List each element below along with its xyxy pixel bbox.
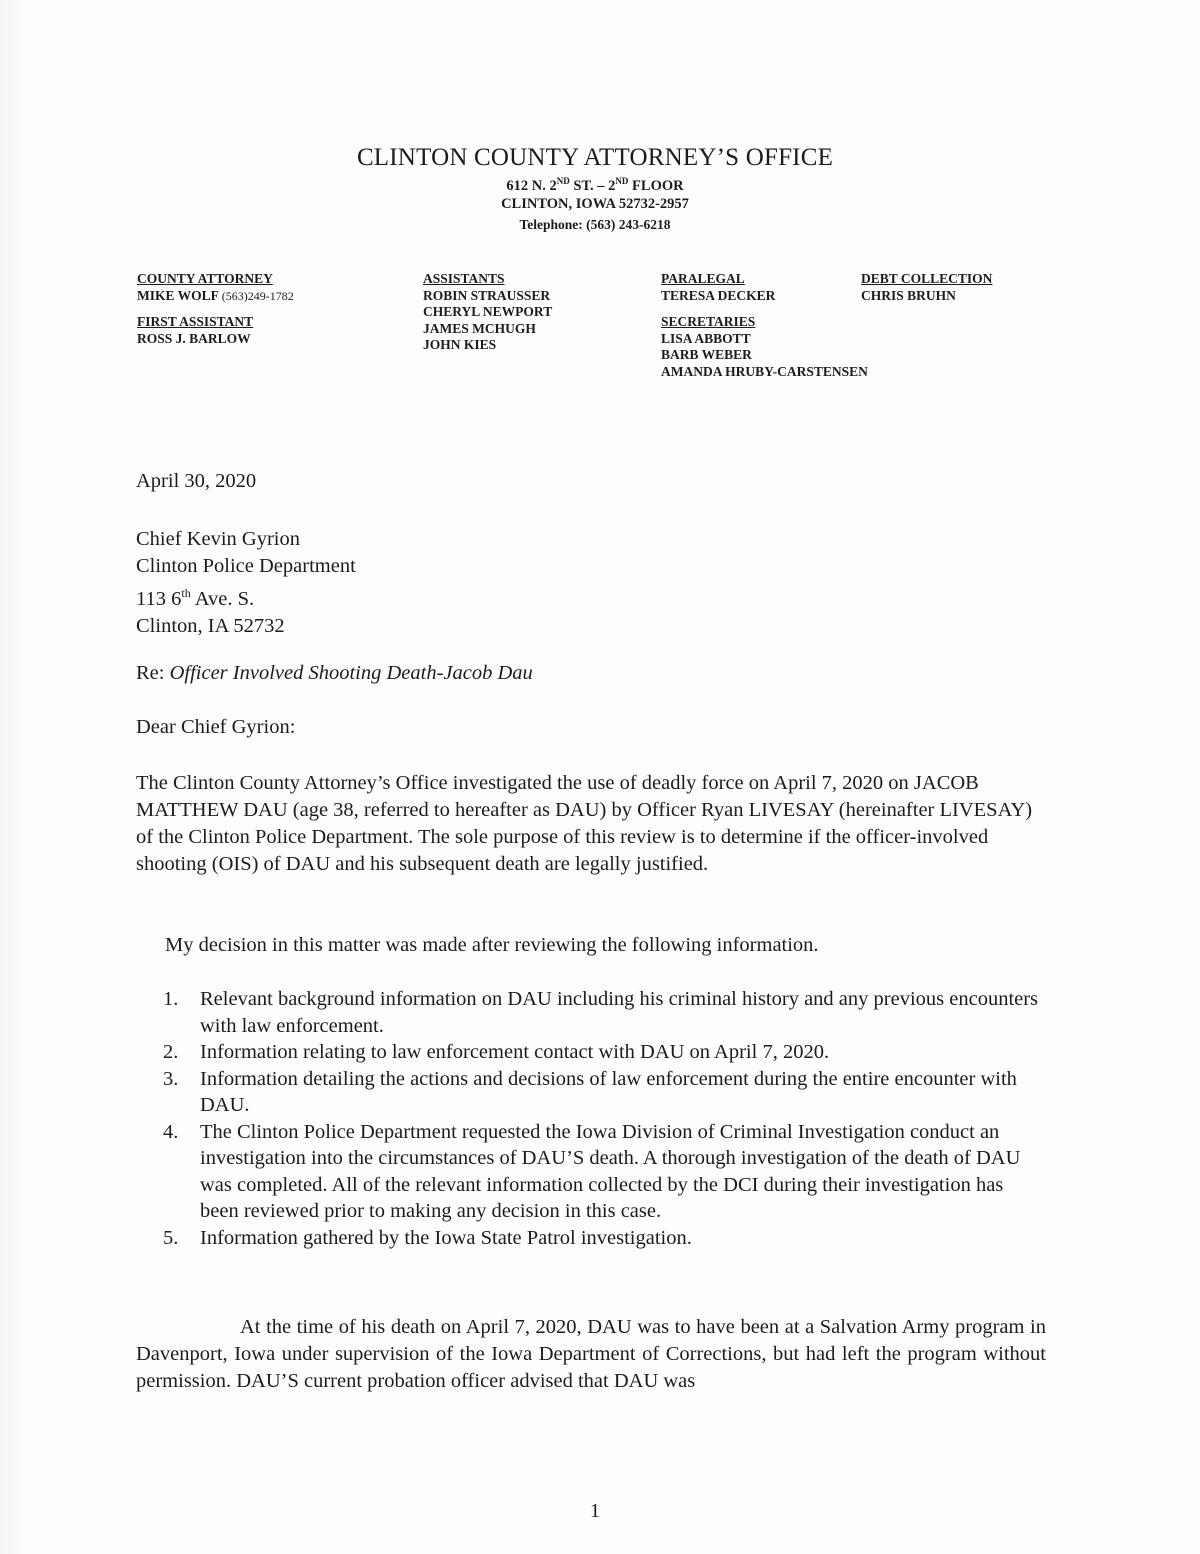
recipient-address-block (136, 526, 356, 640)
street-address-part: ST. – 2 (569, 177, 616, 194)
county-attorney-heading: COUNTY ATTORNEY (137, 271, 273, 286)
secretary-name: AMANDA HRUBY-CARSTENSEN (661, 363, 868, 379)
first-assistant-name: ROSS J. BARLOW (137, 330, 251, 346)
body-paragraph: My decision in this matter was made after reviewing the following information. (165, 934, 819, 956)
assistant-name: JAMES MCHUGH (423, 320, 536, 336)
county-attorney-name: MIKE WOLF (137, 287, 219, 303)
staff-directory (0, 271, 1200, 401)
list-item (163, 986, 1043, 1039)
page-number: 1 (590, 1500, 600, 1522)
recipient-name: Chief Kevin Gyrion (136, 528, 300, 550)
list-item-text: The Clinton Police Department requested the Iowa Division of Criminal Investigation conduct an investigation into the circumstances of DAU’S death. A thorough investigation of the death of DAU was completed. All of the relevant information collected by the DCI during their investigation has been reviewed prior to making any decision in this case. (200, 1120, 1021, 1222)
list-item-number: 4. (163, 1120, 179, 1143)
office-name: CLINTON COUNTY ATTORNEY’S OFFICE (356, 144, 834, 171)
street-address-part: 612 N. 2 (506, 177, 557, 194)
list-item (163, 1225, 1043, 1252)
subject-line (136, 662, 533, 685)
debt-collection-name: CHRIS BRUHN (861, 287, 956, 303)
list-item-number: 1. (163, 988, 179, 1010)
office-telephone: Telephone: (563) 243-6218 (519, 217, 671, 232)
staff-column-assistants (423, 271, 552, 354)
recipient-department: Clinton Police Department (136, 555, 356, 577)
salutation: Dear Chief Gyrion: (136, 716, 296, 738)
secretary-name: LISA ABBOTT (661, 330, 751, 346)
list-item (163, 1119, 1043, 1225)
body-paragraph: At the time of his death on April 7, 2020, DAU was to have been at a Salvation Army program in Davenport, Iowa under supervision of the Iowa Department of Corrections, but had left the program without permission. DAU’S current probation officer advised that DAU was (136, 1316, 1046, 1392)
list-item-number: 3. (163, 1067, 179, 1090)
debt-collection-heading: DEBT COLLECTION (861, 271, 993, 286)
assistants-heading: ASSISTANTS (423, 271, 505, 286)
staff-column-debt-collection (861, 271, 992, 304)
paralegal-heading: PARALEGAL (661, 271, 745, 286)
secretaries-heading: SECRETARIES (661, 314, 756, 329)
recipient-street-part: Ave. S. (190, 587, 255, 610)
ordinal-suffix: ND (556, 176, 570, 186)
list-item-text: Information gathered by the Iowa State Patrol investigation. (200, 1226, 692, 1249)
list-item-number: 5. (163, 1226, 179, 1249)
ordinal-suffix: ND (615, 176, 629, 186)
list-item (163, 1066, 1043, 1119)
street-address (0, 176, 1190, 195)
first-assistant-heading: FIRST ASSISTANT (137, 314, 254, 329)
list-item-text: Information detailing the actions and decisions of law enforcement during the entire encounter with DAU. (200, 1067, 1017, 1116)
recipient-street (136, 580, 356, 613)
city-address: CLINTON, IOWA 52732-2957 (501, 196, 689, 212)
body-paragraph: The Clinton County Attorney’s Office investigated the use of deadly force on April 7, 2020 on JACOB MATTHEW DAU (age 38, referred to hereafter as DAU) by Officer Ryan LIVESAY (hereinafter LIVESAY) of the Clinton Police Department. The sole purpose of this review is to determine if the officer-involved shooting (OIS) of DAU and his subsequent death are legally justified. (136, 772, 1033, 875)
ordinal-suffix: th (181, 586, 191, 600)
list-item-number: 2. (163, 1041, 179, 1063)
subject-text: Officer Involved Shooting Death-Jacob Dau (169, 662, 533, 684)
assistant-name: ROBIN STRAUSSER (423, 287, 551, 303)
list-item-text: Information relating to law enforcement contact with DAU on April 7, 2020. (200, 1041, 830, 1063)
secretary-name: BARB WEBER (661, 347, 752, 362)
county-attorney-phone: (563)249-1782 (221, 288, 294, 303)
county-attorney-entry (137, 288, 294, 305)
subject-label: Re: (136, 662, 170, 684)
reviewed-information-list (163, 986, 1043, 1251)
paralegal-name: TERESA DECKER (661, 287, 776, 303)
scan-edge-shadow (0, 0, 26, 1554)
staff-column-paralegal (661, 271, 868, 380)
street-address-part: FLOOR (628, 177, 684, 194)
assistant-name: JOHN KIES (423, 337, 497, 352)
staff-column-county-attorney (137, 271, 294, 347)
recipient-street-part: 113 6 (136, 587, 182, 610)
list-item (163, 1039, 1043, 1066)
letter-date: April 30, 2020 (136, 470, 257, 492)
assistant-name: CHERYL NEWPORT (423, 304, 553, 319)
list-item-text: Relevant background information on DAU including his criminal history and any previous encounters with law enforcement. (200, 988, 1039, 1037)
recipient-city: Clinton, IA 52732 (136, 614, 285, 637)
